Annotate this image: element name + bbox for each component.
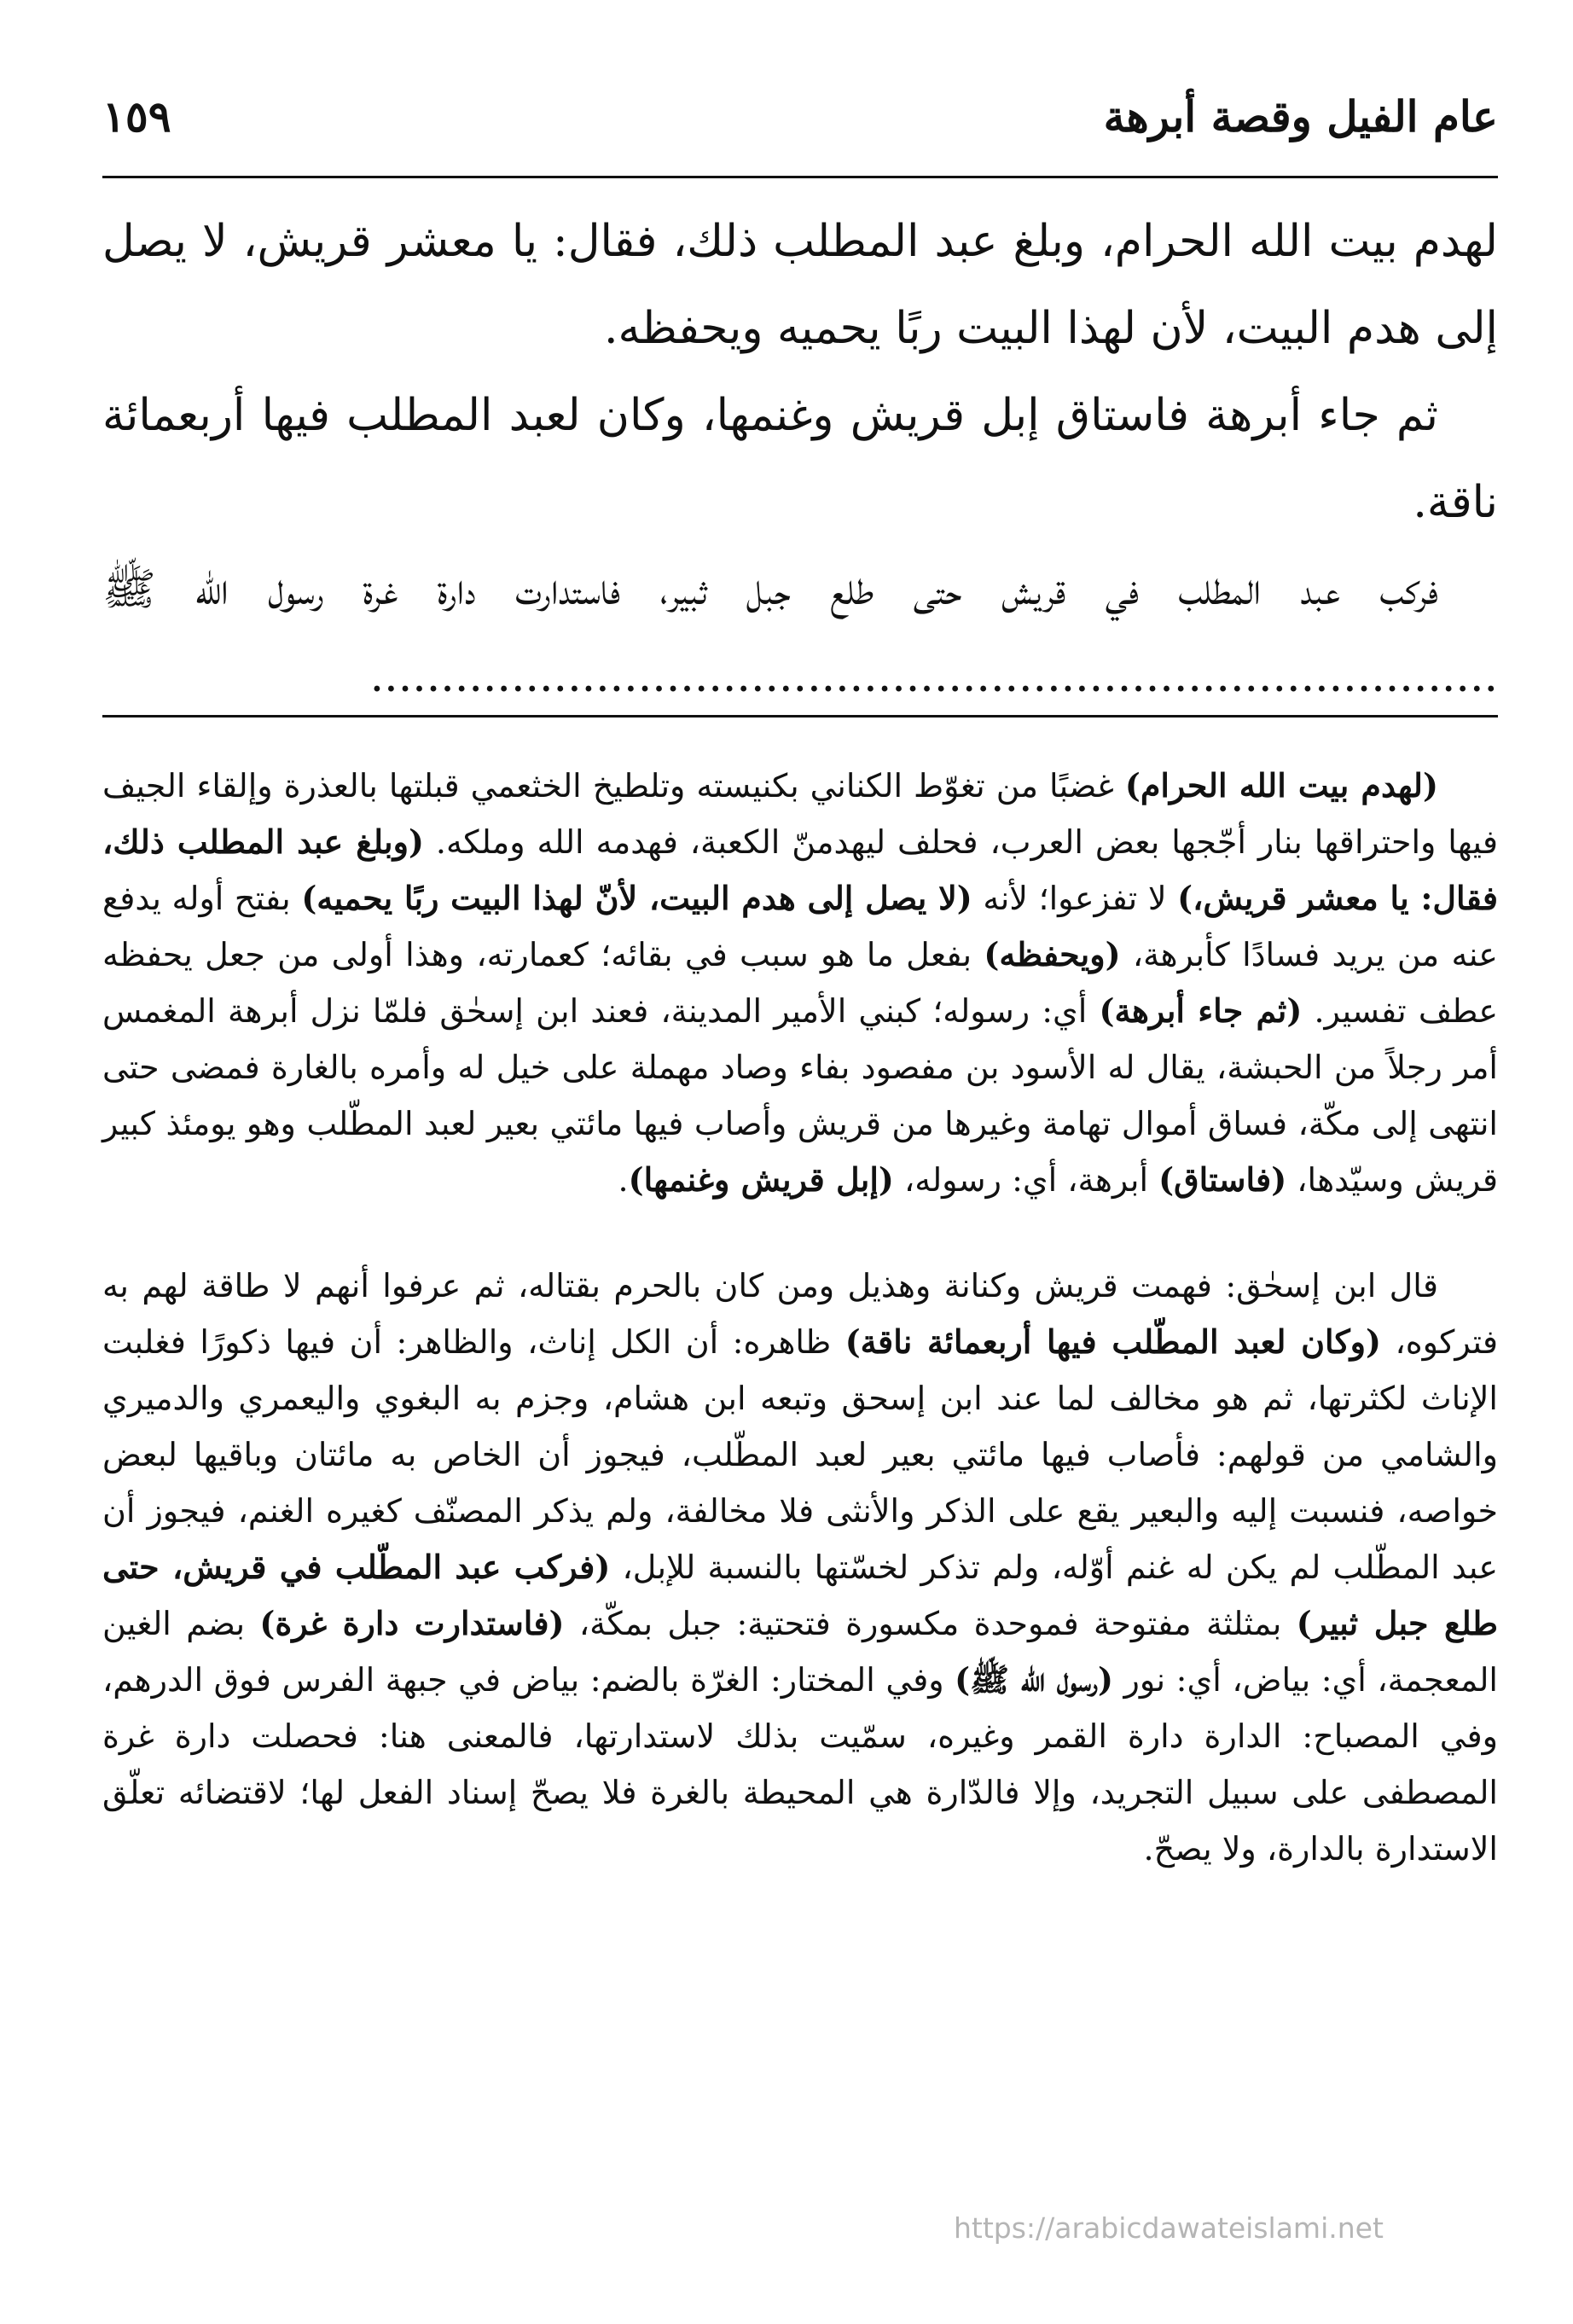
main-paragraph-3	[102, 546, 1498, 720]
main-paragraph-2: ثم جاء أبرهة فاستاق إبل قريش وغنمها، وكان لعبد المطلب فيها أربعمائة ناقة.	[102, 390, 1498, 528]
quoted-lemma: (إبل قريش وغنمها)	[628, 1160, 894, 1199]
quoted-lemma: (فاستدارت دارة غرة)	[259, 1604, 565, 1642]
commentary-segment: وفي المختار: الغرّة بالضم: بياض في جبهة الفرس فوق الدرهم، وفي المصباح: الدارة دارة القمر وغيره، سمّيت بذلك لاستدارتها، فالمعنى هنا: فحصلت دارة غرة المصطفى على سبيل التجريد، وإلا فالدّارة هي المحيطة بالغرة فلا يصحّ إسناد الفعل لها؛ لاقتضائه تعلّق الاستدارة بالدارة، ولا يصحّ.	[102, 1661, 1498, 1868]
main-text	[102, 198, 1498, 720]
quoted-lemma: (ويحفظه)	[984, 935, 1121, 973]
commentary-segment: أي: رسوله؛ كبني الأمير المدينة، فعند ابن إسحٰق فلمّا نزل أبرهة المغمس أمر رجلاً من الحبشة، يقال له الأسود بن مفصود بفاء وصاد مهملة على خيل له وأمره بالغارة فمضى حتى انتهى إلى مكّة، فساق أموال تهامة وغيرها من قريش وأصاب فيها مائتي بعير لعبد المطّلب وهو يومئذ كبير قريش وسيّدها،	[102, 992, 1498, 1199]
commentary-segment: أبرهة، أي: رسوله،	[893, 1161, 1159, 1199]
continuation-dots: ................................................................................	[369, 651, 1498, 702]
quoted-lemma: (فركب عبد المطّلب في قريش، حتى طلع جبل ثبير)	[102, 1548, 1498, 1642]
quoted-lemma: (فاستاق)	[1158, 1160, 1287, 1199]
commentary-segment: لا تفزعوا؛ لأنه	[972, 880, 1178, 917]
commentary-paragraph-1	[102, 758, 1498, 1208]
commentary-segment: ظاهره: أن الكل إناث، والظاهر: أن فيها ذكورًا فغلبت الإناث لكثرتها، ثم هو مخالف لما عند ابن إسحق وتبعه ابن هشام، وجزم به البغوي واليعمري والدميري والشامي من قولهم: فأصاب فيها مائتي بعير لعبد المطّلب، فيجوز أن الخاص به مائتان وباقيها لبعض خواصه، فنسبت إليه والبعير يقع على الذكر والأنثى فلا مخالفة، ولم يذكر المصنّف كغيره الغنم، فيجوز أن عبد المطّلب لم يكن له غنم أوّله، ولم تذكر لخسّتها بالنسبة للإبل،	[102, 1323, 1498, 1586]
quoted-lemma: (وبلغ عبد المطلب ذلك، فقال: يا معشر قريش،)	[102, 822, 1498, 917]
running-header	[102, 82, 1498, 150]
main-paragraph-1: لهدم بيت الله الحرام، وبلغ عبد المطلب ذلك، فقال: يا معشر قريش، لا يصل إلى هدم البيت، لأن لهذا البيت ربًا يحميه ويحفظه.	[102, 216, 1498, 354]
commentary-divider	[102, 715, 1498, 718]
commentary-text	[102, 758, 1498, 1877]
commentary-segment: .	[618, 1161, 629, 1199]
quoted-lemma: (ثم جاء أبرهة)	[1099, 991, 1303, 1030]
commentary-segment: بفعل ما هو سبب في بقائه؛ كعمارته، وهذا أولى من جعل يحفظه عطف تفسير.	[102, 936, 1498, 1030]
commentary-segment: بفتح أوله يدفع عنه من يريد فسادًا كأبرهة،	[102, 880, 1498, 973]
watermark-url: https://arabicdawateislami.net	[954, 2211, 1384, 2245]
commentary-segment: بضم الغين المعجمة، أي: بياض، أي: نور	[102, 1605, 1498, 1699]
quoted-lemma: (رسول الله ﷺ)	[955, 1660, 1113, 1699]
quoted-lemma: (لهدم بيت الله الحرام)	[1124, 766, 1438, 805]
quoted-lemma: (لا يصل إلى هدم البيت، لأنّ لهذا البيت ربًا يحميه)	[301, 879, 972, 917]
commentary-segment: غضبًا من تغوّط الكناني بكنيسته وتلطيخ الخثعمي قبلتها بالعذرة وإلقاء الجيف فيها واحتراقها بنار أجّجها بعض العرب، فحلف ليهدمنّ الكعبة، فهدمه الله وملكه.	[102, 767, 1498, 861]
commentary-paragraph-2	[102, 1258, 1498, 1877]
quoted-lemma: (وكان لعبد المطّلب فيها أربعمائة ناقة)	[845, 1322, 1382, 1361]
main-paragraph-3-text: فركب عبد المطلب في قريش حتى طلع جبل ثبير، فاستدارت دارة غرة رسول الله ﷺ	[102, 564, 1438, 615]
commentary-segment: بمثلثة مفتوحة فموحدة مكسورة فتحتية: جبل بمكّة،	[564, 1605, 1297, 1642]
commentary-segment: قال ابن إسحٰق: فهمت قريش وكنانة وهذيل ومن كان بالحرم بقتاله، ثم عرفوا أنهم لا طاقة لهم به فتركوه،	[102, 1267, 1498, 1361]
chapter-title: عام الفيل وقصة أبرهة	[1103, 90, 1498, 142]
header-divider	[102, 176, 1498, 178]
page-number: ١٥٩	[102, 90, 171, 142]
